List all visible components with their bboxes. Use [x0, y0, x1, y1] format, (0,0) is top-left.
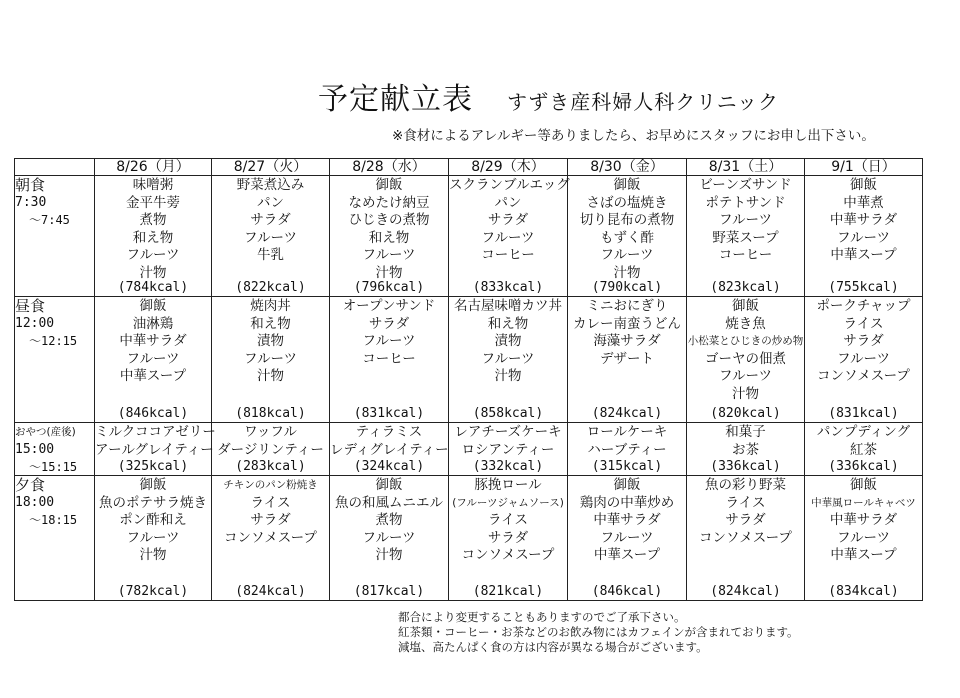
footer-note: 紅茶類・コーヒー・お茶などのお飲み物にはカフェインが含まれております。 — [398, 625, 799, 639]
menu-item: フルーツ — [126, 350, 180, 367]
kcal-value: (332kcal) — [472, 459, 544, 474]
menu-item: 牛乳 — [257, 247, 284, 263]
menu-item: ライス — [488, 512, 528, 528]
menu-item: ロールケーキ — [586, 424, 668, 440]
kcal-value: (315kcal) — [591, 459, 663, 474]
kcal-value: (821kcal) — [472, 584, 544, 599]
menu-item: 和え物 — [487, 315, 529, 332]
kcal-value: (846kcal) — [117, 406, 189, 421]
menu-items — [449, 476, 567, 565]
meal-time-start: 18:00 — [15, 495, 55, 510]
menu-item: 中華スープ — [830, 547, 897, 563]
menu-item: 紅茶 — [850, 441, 877, 458]
menu-item: 中華サラダ — [119, 333, 187, 349]
menu-items — [805, 423, 922, 459]
meal-time-start: 15:00 — [15, 442, 55, 457]
menu-item: デザート — [600, 350, 654, 367]
menu-items — [95, 476, 211, 565]
kcal-value: (790kcal) — [591, 280, 663, 295]
menu-item: フルーツ — [719, 212, 772, 228]
kcal-value: (324kcal) — [353, 459, 425, 474]
meal-time-end: ～12:15 — [29, 334, 78, 348]
kcal-value: (796kcal) — [353, 280, 425, 295]
menu-item: フルーツ — [600, 529, 654, 546]
menu-item: 中華風ロールキャベツ — [811, 496, 916, 509]
menu-item: 汁物 — [613, 264, 641, 281]
menu-cell — [687, 476, 805, 601]
menu-item: 中華サラダ — [829, 512, 898, 528]
menu-cell — [805, 176, 923, 297]
kcal-value: (824kcal) — [710, 584, 781, 599]
menu-item: 野菜煮込み — [236, 177, 305, 193]
menu-item: 焼肉丼 — [250, 298, 291, 314]
menu-item: 中華スープ — [119, 368, 187, 384]
menu-item: サラダ — [487, 529, 529, 546]
kcal-value: (822kcal) — [235, 280, 306, 295]
menu-items — [330, 176, 448, 282]
kcal-value: (833kcal) — [472, 280, 544, 295]
menu-item: 御飯 — [375, 177, 403, 193]
kcal-value: (858kcal) — [472, 406, 544, 421]
menu-item: ミルクココアゼリー — [95, 424, 216, 440]
menu-item: 御飯 — [375, 477, 403, 493]
menu-item: 中華サラダ — [593, 512, 661, 528]
menu-item: フルーツ — [244, 229, 297, 246]
menu-cell — [212, 476, 330, 601]
menu-item: 鶏肉の中華炒め — [579, 494, 675, 511]
menu-item: ロシアンティー — [461, 441, 555, 458]
menu-item: チキンのパン粉焼き — [223, 479, 318, 491]
menu-items — [805, 476, 922, 565]
meal-row-lunch — [15, 297, 923, 423]
menu-items — [95, 176, 211, 282]
menu-item: パン — [494, 194, 522, 211]
menu-items — [330, 476, 448, 565]
menu-item: 豚挽ロール — [474, 477, 542, 493]
menu-item: ビーンズサンド — [699, 177, 792, 193]
meal-label — [15, 476, 95, 601]
menu-item: フルーツ — [126, 529, 180, 546]
menu-item: 御飯 — [139, 477, 167, 493]
menu-item: ライス — [843, 315, 884, 332]
menu-cell — [212, 423, 330, 476]
menu-item: 小松菜とひじきの炒め物 — [687, 335, 804, 347]
corner-cell — [15, 159, 95, 176]
menu-items — [212, 476, 329, 547]
menu-item: 和え物 — [250, 315, 291, 332]
meal-name: おやつ(産後) — [15, 426, 76, 438]
day-header: 8/28（水） — [330, 159, 449, 176]
menu-item: 御飯 — [613, 477, 641, 493]
kcal-value: (283kcal) — [235, 459, 306, 474]
menu-items — [212, 423, 329, 459]
kcal-value: (325kcal) — [117, 459, 189, 474]
menu-cell — [568, 423, 687, 476]
day-header-row — [15, 159, 923, 176]
kcal-value: (782kcal) — [117, 584, 189, 599]
menu-item: 油淋鶏 — [132, 315, 174, 332]
kcal-value: (823kcal) — [710, 280, 781, 295]
menu-item: 魚の和風ムニエル — [335, 494, 443, 511]
menu-item: 中華スープ — [593, 547, 661, 563]
menu-items — [449, 297, 567, 386]
menu-cell — [805, 297, 923, 423]
menu-item: 魚の彩り野菜 — [705, 477, 786, 493]
menu-item: ダージリンティー — [217, 441, 324, 458]
menu-cell — [449, 297, 568, 423]
meal-name: 昼食 — [15, 297, 46, 315]
menu-item: 切り昆布の煮物 — [579, 212, 675, 228]
menu-item: 漬物 — [494, 333, 522, 349]
menu-item: ミニおにぎり — [586, 298, 668, 314]
menu-cell — [330, 176, 449, 297]
menu-item: オープンサンド — [342, 298, 436, 314]
menu-items — [687, 476, 804, 547]
kcal-value: (831kcal) — [828, 406, 899, 421]
menu-cell — [330, 423, 449, 476]
menu-items — [212, 176, 329, 265]
menu-items — [568, 423, 686, 459]
menu-item: フルーツ — [837, 229, 890, 246]
menu-item: コーヒー — [481, 247, 535, 263]
menu-item: 汁物 — [139, 547, 167, 563]
menu-cell — [568, 476, 687, 601]
kcal-value: (824kcal) — [235, 584, 306, 599]
menu-cell — [95, 297, 212, 423]
day-header: 8/26（月） — [95, 159, 212, 176]
menu-items — [568, 476, 686, 565]
menu-cell — [449, 476, 568, 601]
kcal-value: (336kcal) — [828, 459, 899, 474]
menu-item: サラダ — [368, 315, 410, 332]
menu-item: 汁物 — [494, 368, 522, 384]
menu-item: パンプディング — [816, 424, 911, 440]
meal-row-snack — [15, 423, 923, 476]
menu-item: コンソメスープ — [461, 547, 555, 563]
menu-items — [687, 176, 804, 265]
kcal-value: (818kcal) — [235, 406, 306, 421]
meal-time-end: ～15:15 — [29, 460, 78, 474]
menu-item: 御飯 — [850, 177, 877, 193]
menu-item: 汁物 — [139, 264, 167, 281]
menu-items — [449, 176, 570, 265]
menu-item: フルーツ — [362, 333, 416, 349]
menu-cell — [95, 476, 212, 601]
menu-item: (フルーツジャムソース) — [452, 496, 564, 509]
menu-item: 和菓子 — [725, 424, 766, 440]
menu-cell — [568, 297, 687, 423]
menu-item: フルーツ — [719, 368, 772, 384]
menu-item: フルーツ — [481, 350, 535, 367]
kcal-value: (755kcal) — [828, 280, 899, 295]
menu-item: 汁物 — [375, 547, 403, 563]
meal-label — [15, 297, 95, 423]
menu-item: 中華スープ — [830, 247, 897, 263]
menu-item: フルーツ — [481, 229, 535, 246]
menu-item: レアチーズケーキ — [454, 424, 562, 440]
menu-item: 煮物 — [375, 512, 403, 528]
menu-cell — [687, 297, 805, 423]
menu-item: 中華煮 — [843, 194, 884, 211]
allergy-notice: ※食材によるアレルギー等ありましたら、お早めにスタッフにお申し出下さい。 — [392, 128, 875, 144]
menu-item: 金平牛蒡 — [126, 194, 180, 211]
meal-row-breakfast — [15, 176, 923, 297]
meal-row-dinner — [15, 476, 923, 601]
menu-item: フルーツ — [244, 350, 297, 367]
menu-item: 和え物 — [368, 229, 410, 246]
clinic-name: すずき産科婦人科クリニック — [507, 90, 779, 114]
kcal-value: (817kcal) — [353, 584, 425, 599]
meal-label — [15, 176, 95, 297]
kcal-value: (336kcal) — [710, 459, 781, 474]
menu-item: アールグレイティー — [95, 441, 214, 458]
kcal-value: (824kcal) — [591, 406, 663, 421]
menu-item: コンソメスープ — [699, 529, 792, 546]
menu-items — [330, 297, 448, 368]
menu-item: 名古屋味噌カツ丼 — [454, 298, 562, 314]
kcal-value: (820kcal) — [710, 406, 781, 421]
menu-item: 煮物 — [139, 212, 167, 228]
menu-item: 焼き魚 — [725, 315, 766, 332]
footer-notes — [398, 610, 799, 655]
menu-items — [449, 423, 567, 459]
menu-item: ポテトサンド — [705, 194, 786, 211]
menu-item: ライス — [250, 494, 291, 511]
menu-item: フルーツ — [600, 247, 654, 263]
menu-item: サラダ — [250, 512, 291, 528]
menu-items — [330, 423, 448, 459]
menu-item: ティラミス — [355, 424, 423, 440]
menu-item: パン — [257, 194, 284, 211]
menu-item: さばの塩焼き — [586, 194, 668, 211]
menu-item: 御飯 — [139, 298, 167, 314]
header — [318, 74, 779, 118]
menu-item: 海藻サラダ — [593, 333, 661, 349]
meal-name: 夕食 — [15, 476, 46, 494]
menu-cell — [95, 176, 212, 297]
menu-item: フルーツ — [362, 247, 416, 263]
menu-item: 野菜スープ — [712, 229, 779, 246]
meal-name: 朝食 — [15, 176, 46, 194]
menu-cell — [805, 423, 923, 476]
kcal-value: (846kcal) — [591, 584, 663, 599]
kcal-value: (831kcal) — [353, 406, 425, 421]
menu-item: サラダ — [725, 512, 766, 528]
menu-item: 汁物 — [257, 368, 284, 384]
menu-items — [95, 423, 216, 459]
day-header: 8/31（土） — [687, 159, 805, 176]
meal-label — [15, 423, 95, 476]
menu-item: なめたけ納豆 — [348, 194, 430, 211]
menu-item: 漬物 — [257, 333, 284, 349]
page-title: 予定献立表 — [318, 82, 473, 117]
menu-cell — [95, 423, 216, 476]
menu-item: 味噌粥 — [132, 177, 174, 193]
meal-time-start: 12:00 — [15, 316, 55, 331]
day-header: 8/27（火） — [212, 159, 330, 176]
menu-item: ひじきの煮物 — [348, 212, 430, 228]
menu-item: ポークチャップ — [816, 298, 911, 314]
menu-item: もずく酢 — [600, 229, 654, 246]
menu-item: 御飯 — [613, 177, 641, 193]
menu-item: 魚のポテサラ焼き — [99, 494, 207, 511]
menu-cell — [805, 476, 923, 601]
menu-item: コーヒー — [362, 350, 416, 367]
menu-cell — [449, 176, 568, 297]
menu-item: コーヒー — [718, 247, 773, 263]
day-header: 8/30（金） — [568, 159, 687, 176]
kcal-value: (784kcal) — [117, 280, 189, 295]
menu-item: 御飯 — [732, 298, 759, 314]
footer-note: 減塩、高たんぱく食の方は内容が異なる場合がございます。 — [398, 640, 708, 654]
menu-items — [212, 297, 329, 386]
menu-item: お茶 — [732, 441, 759, 458]
menu-items — [95, 297, 211, 386]
menu-item: ワッフル — [244, 424, 297, 440]
menu-items — [687, 423, 804, 459]
menu-items — [805, 176, 922, 265]
menu-cell — [212, 297, 330, 423]
menu-item: 和え物 — [132, 229, 174, 246]
menu-items — [687, 297, 804, 403]
menu-item: フルーツ — [362, 529, 416, 546]
menu-item: 中華サラダ — [829, 212, 898, 228]
meal-time-end: ～7:45 — [29, 213, 70, 227]
kcal-value: (834kcal) — [828, 584, 899, 599]
menu-cell — [330, 297, 449, 423]
menu-cell — [687, 423, 805, 476]
menu-item: ハーブティー — [587, 441, 667, 458]
menu-item: ライス — [725, 494, 766, 511]
menu-cell — [330, 476, 449, 601]
menu-item: サラダ — [250, 212, 291, 228]
menu-item: フルーツ — [126, 247, 180, 263]
day-header: 9/1（日） — [805, 159, 923, 176]
menu-item: 汁物 — [375, 264, 403, 281]
meal-time-start: 7:30 — [15, 195, 47, 210]
menu-item: ポン酢和え — [119, 512, 187, 528]
menu-item: ゴーヤの佃煮 — [705, 350, 786, 367]
menu-items — [568, 297, 686, 368]
meal-time-end: ～18:15 — [29, 513, 78, 527]
menu-item: 汁物 — [732, 385, 759, 402]
menu-cell — [449, 423, 568, 476]
footer-note: 都合により変更することもありますのでご了承下さい。 — [398, 610, 686, 624]
menu-item: 御飯 — [850, 477, 877, 493]
menu-item: スクランブルエッグ — [449, 177, 570, 193]
menu-item: カレー南蛮うどん — [573, 315, 681, 332]
day-header: 8/29（木） — [449, 159, 568, 176]
menu-item: フルーツ — [837, 350, 890, 367]
menu-table — [14, 158, 923, 601]
menu-item: コンソメスープ — [817, 368, 910, 384]
menu-item: コンソメスープ — [224, 529, 317, 546]
menu-item: フルーツ — [837, 529, 890, 546]
menu-cell — [212, 176, 330, 297]
menu-item: サラダ — [487, 212, 529, 228]
menu-cell — [568, 176, 687, 297]
menu-items — [805, 297, 922, 386]
menu-items — [568, 176, 686, 282]
menu-item: レディグレイティー — [330, 441, 449, 458]
menu-cell — [687, 176, 805, 297]
menu-item: サラダ — [843, 333, 884, 349]
